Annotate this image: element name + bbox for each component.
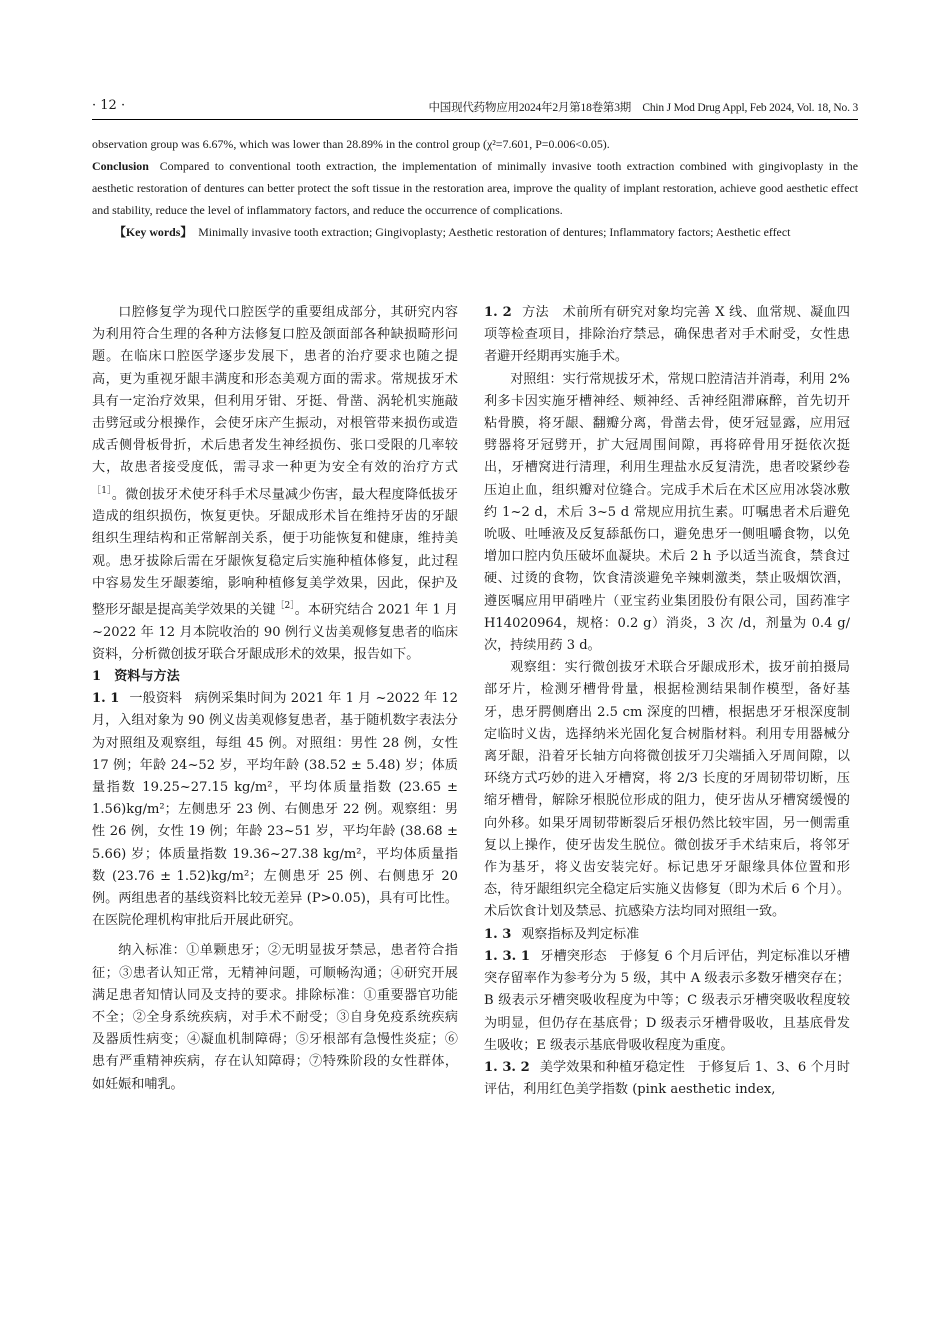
abstract-keywords: [92, 221, 858, 243]
section-1-heading: 1 资料与方法: [92, 668, 180, 684]
section-1-1-title: 一般资料: [129, 691, 182, 707]
section-1-2-number: 1. 2: [484, 305, 512, 320]
section-1-1-text: 病例采集时间为 2021 年 1 月 ~2022 年 12 月，入组对象为 90 例义齿美观修复患者，基于随机数字表法分为对照组及观察组，每组 45 例。对照组：男性 28 例，女性 17 例；年龄 24~52 岁，平均年龄 (38.52 ± 5.48) 岁；体质量指数 19.25~27.15 kg/m²，平均体质量指数 (23.65 ± 1.56)kg/m²；左侧患牙 23 例、右侧患牙 22 例。观察组：男性 26 例，女性 19 例；年龄 23~51 岁，平均年龄 (38.68 ± 5.66) 岁；体质量指数 19.36~27.38 kg/m²，平均体质量指数 (23.76 ± 1.52)kg/m²；左侧患牙 25 例、右侧患牙 20 例。两组患者的基线资料比较无差异 (P>0.05)，具有可比性。在医院伦理机构审批后开展此研究。: [92, 691, 459, 929]
intro-text-a: 口腔修复学为现代口腔医学的重要组成部分，其研究内容为利用符合生理的各种方法修复口腔及颌面部各种缺损畸形问题。在临床口腔医学逐步发展下，患者的治疗要求也随之提高，更为重视牙龈丰满度和形态美观方面的需求。常规拔牙术具有一定治疗效果，但利用牙钳、牙挺、骨凿、涡轮机实施敲击劈冠或分根操作，会使牙床产生振动，对根管带来损伤或造成舌侧骨板骨折，术后患者发生神经损伤、张口受限的几率较大，故患者接受度低，需寻求一种更为安全有效的治疗方式: [92, 305, 458, 476]
section-1-2-title: 方法: [521, 305, 550, 320]
section-1-2: [484, 302, 850, 369]
observation-group-paragraph: 观察组：实行微创拔牙术联合牙龈成形术，拔牙前拍摄局部牙片，检测牙槽骨骨量，根据检测结果制作模型，备好基牙，患牙腭侧磨出 2.5 cm 深度的凹槽，根据患牙牙根深度制定临时义齿，选择纳米光固化复合树脂材料。利用专用器械分离牙龈，沿着牙长轴方向将微创拔牙刀尖端插入牙周间隙，以环绕方式巧妙的进入牙槽窝，将 2/3 长度的牙周韧带切断，压缩牙槽骨，解除牙根脱位形成的阻力，使牙齿从牙槽窝缓慢的向外移。如果牙周韧带断裂后牙根仍然比较牢固，另一侧需重复以上操作，使牙齿发生脱位。微创拔牙手术结束后，将邻牙作为基牙，将义齿安装完好。标记患牙牙龈缘具体位置和形态，待牙龈组织完全稳定后实施义齿修复（即为术后 6 个月）。术后饮食计划及禁忌、抗感染方法均同对照组一致。: [484, 660, 850, 920]
header-rule: [92, 119, 858, 120]
section-1-3-1-title: 牙槽突形态: [540, 948, 607, 964]
criteria-paragraph: 纳入标准：①单颗患牙；②无明显拔牙禁忌，患者符合指征；③患者认知正常，无精神问题，可顺畅沟通；④研究开展满足患者知情认同及支持的要求。排除标准：①重要器官功能不全；②全身系统疾病，对手术不耐受；③自身免疫系统疾病及器质性病变；④凝血机制障碍；⑤牙根部有急慢性炎症；⑥患有严重精神疾病，存在认知障碍；⑦特殊阶段的女性群体，如妊娠和哺乳。: [92, 943, 458, 1092]
page-number: · 12 ·: [92, 98, 126, 113]
section-1-3-1-number: 1. 3. 1: [484, 948, 531, 964]
section-1-3-2-title: 美学效果和种植牙稳定性: [539, 1059, 685, 1075]
abstract-result-tail: observation group was 6.67%, which was lower than 28.89% in the control group (χ²=7.601, P=0.006<0.05).: [92, 137, 610, 151]
section-1-3-2-text: 于修复后 1、3、6 个月时评估，利用红色美学指数 (pink aesthetic index,: [484, 1059, 850, 1098]
keywords-label: 【Key words】: [114, 225, 193, 239]
abstract-conclusion: [92, 155, 858, 221]
reference-1: ［1］: [92, 485, 112, 496]
section-1-1-number: 1. 1: [92, 691, 120, 707]
journal-header: 中国现代药物应用2024年2月第18卷第3期 Chin J Mod Drug Appl, Feb 2024, Vol. 18, No. 3: [428, 102, 858, 114]
section-1-3-2-number: 1. 3. 2: [484, 1059, 530, 1075]
section-1-3-number: 1. 3: [484, 926, 512, 942]
reference-2: ［2］: [275, 601, 295, 611]
intro-text-c: 。本研究结合 2021 年 1 月 ~2022 年 12 月本院收治的 90 例行义齿美观修复患者的临床资料，分析微创拔牙联合牙龈成形术的效果，报告如下。: [92, 602, 459, 662]
section-1-2-text: 术前所有研究对象均完善 X 线、血常规、凝血四项等检查项目，排除治疗禁忌，确保患者对手术耐受，女性患者避开经期再实施手术。: [484, 305, 850, 365]
intro-text-b: 。微创拔牙术使牙科手术尽量减少伤害，最大程度降低拔牙造成的组织损伤，恢复更快。牙龈成形术旨在维持牙齿的牙龈组织生理结构和正常解剖关系，便于功能恢复和健康，维持美观。患牙拔除后需在牙龈恢复稳定后实施种植体修复，此过程中容易发生牙龈萎缩，影响种植修复美学效果，因此，保护及整形牙龈是提高美学效果的关键: [92, 486, 458, 618]
section-1-3-1: [484, 946, 850, 1057]
right-column: [484, 302, 850, 1101]
intro-paragraph: [92, 302, 458, 666]
section-1-3-title: 观察指标及判定标准: [521, 926, 640, 942]
control-group-paragraph: 对照组：实行常规拔牙术，常规口腔清洁并消毒，利用 2% 利多卡因实施牙槽神经、颊神经、舌神经阻滞麻醉，首先切开粘骨膜，将牙龈、翻瓣分离，骨凿去骨，使牙冠显露，应用冠劈器将牙冠劈开，扩大冠周围间隙，再将碎骨用牙挺依次挺出，牙槽窝进行清理，利用生理盐水反复清洗，患者咬紧纱卷压迫止血，组织瓣对位缝合。完成手术后在术区应用冰袋冰敷约 1~2 d，术后 3~5 d 常规应用抗生素。叮嘱患者术后避免吮吸、吐唾液及反复舔舐伤口，避免患牙一侧咀嚼食物，以免增加口腔内负压破坏血凝块。术后 2 h 予以适当流食，禁食过硬、过烫的食物，饮食清淡避免辛辣刺激类，禁止吸烟饮酒，遵医嘱应用甲硝唑片（亚宝药业集团股份有限公司，国药准字 H14020964，规格：0.2 g）消炎，3 次 /d，剂量为 0.4 g/ 次，持续用药 3 d。: [484, 371, 850, 654]
conclusion-label: Conclusion: [92, 159, 149, 173]
keywords-text: Minimally invasive tooth extraction; Gingivoplasty; Aesthetic restoration of dentures; Inflammatory factors; Aesthetic effect: [198, 225, 791, 239]
section-1-3-2: [484, 1057, 850, 1101]
conclusion-text: Compared to conventional tooth extraction, the implementation of minimally invasive tooth extraction combined with gingivoplasty in the aesthetic restoration of dentures can better protect the soft tissue in the restoration area, improve the quality of implant restoration, achieve good aesthetic effect and stability, reduce the level of inflammatory factors, and reduce the occurrence of complications.: [92, 159, 858, 217]
left-column: [92, 302, 458, 1096]
section-1-3: [484, 924, 850, 946]
section-1-3-1-text: 于修复 6 个月后评估，判定标准以牙槽突存留率作为参考分为 5 级，其中 A 级表示多数牙槽突存在；B 级表示牙槽突吸收程度为中等；C 级表示牙槽突吸收程度较为明显，但仍存在基底骨；D 级表示牙槽骨吸收，且基底骨发生吸收；E 级表示基底骨吸收程度为重度。: [484, 948, 851, 1053]
section-1-1: [92, 688, 458, 932]
english-abstract: [92, 133, 858, 243]
